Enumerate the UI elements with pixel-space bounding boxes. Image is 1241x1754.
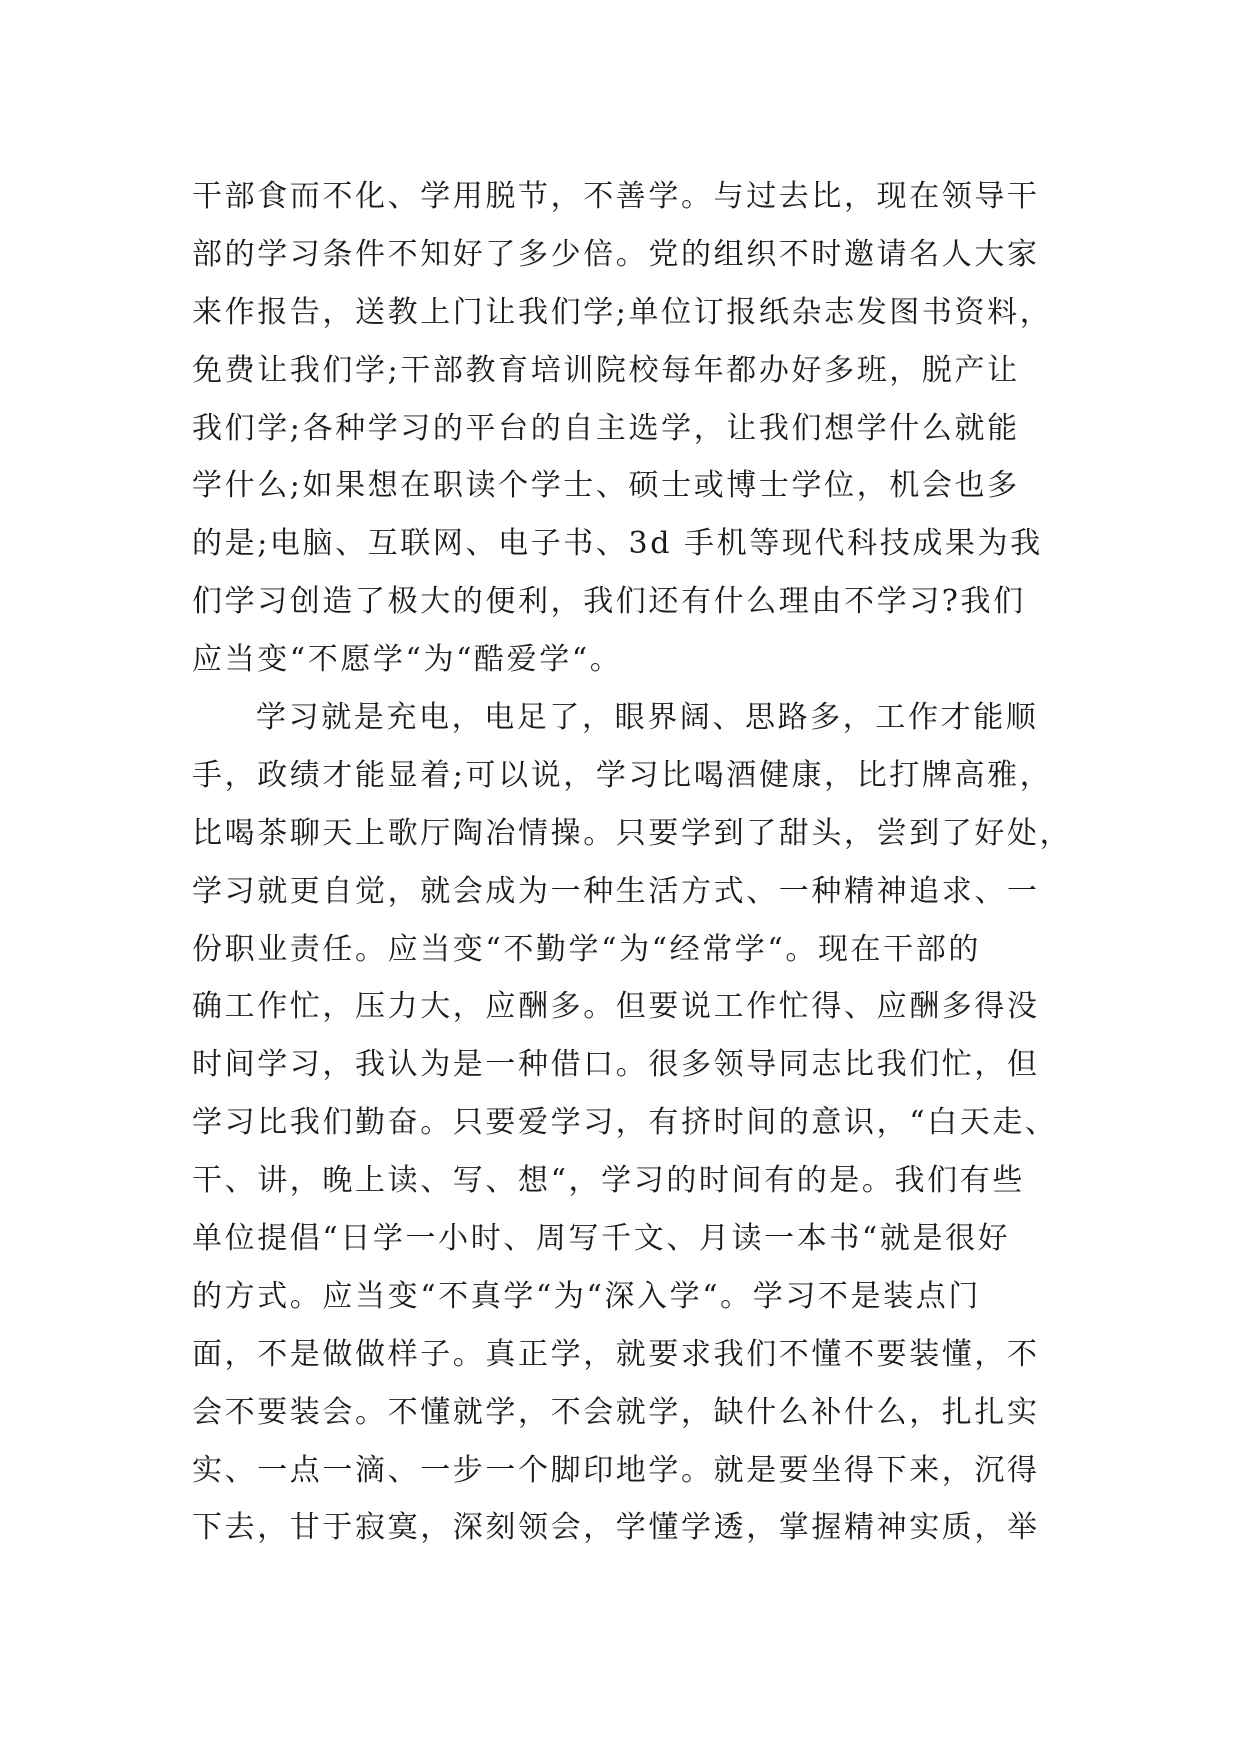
text-line: 们学习创造了极大的便利，我们还有什么理由不学习?我们 xyxy=(192,584,1026,620)
text-line: 学习就更自觉，就会成为一种生活方式、一种精神追求、一 xyxy=(192,873,1040,909)
text-line: 学什么;如果想在职读个学士、硕士或博士学位，机会也多 xyxy=(192,468,1020,504)
text-line: 免费让我们学;干部教育培训院校每年都办好多班，脱产让 xyxy=(192,352,1020,388)
text-line: 干部食而不化、学用脱节，不善学。与过去比，现在领导干 xyxy=(192,179,1040,214)
text-line: 确工作忙，压力大，应酬多。但要说工作忙得、应酬多得没 xyxy=(192,989,1040,1025)
text-line: 时间学习，我认为是一种借口。很多领导同志比我们忙，但 xyxy=(192,1047,1040,1083)
text-line: 会不要装会。不懂就学，不会就学，缺什么补什么，扎扎实 xyxy=(192,1394,1040,1430)
body-text xyxy=(192,168,1082,1557)
text-line: 份职业责任。应当变“不勤学“为“经常学“。现在干部的 xyxy=(192,931,981,967)
text-line: 部的学习条件不知好了多少倍。党的组织不时邀请名人大家 xyxy=(192,236,1040,272)
text-line: 单位提倡“日学一小时、周写千文、月读一本书“就是很好 xyxy=(192,1221,1011,1257)
text-line: 实、一点一滴、一步一个脚印地学。就是要坐得下来，沉得 xyxy=(192,1452,1040,1488)
paragraph-first-line: 学习就是充电，电足了，眼界阔、思路多，工作才能顺 xyxy=(256,700,1039,736)
text-line: 我们学;各种学习的平台的自主选学，让我们想学什么就能 xyxy=(192,410,1020,446)
text-line: 应当变“不愿学“为“酷爱学“。 xyxy=(192,642,623,678)
text-line: 的方式。应当变“不真学“为“深入学“。学习不是装点门 xyxy=(192,1278,981,1314)
text-line: 干、讲，晚上读、写、想“，学习的时间有的是。我们有些 xyxy=(192,1163,1025,1199)
text-line: 学习比我们勤奋。只要爱学习，有挤时间的意识，“白天走、 xyxy=(192,1105,1058,1141)
text-line: 面，不是做做样子。真正学，就要求我们不懂不要装懂，不 xyxy=(192,1336,1040,1372)
text-line: 的是;电脑、互联网、电子书、3d 手机等现代科技成果为我 xyxy=(192,526,1043,562)
text-line: 比喝茶聊天上歌厅陶冶情操。只要学到了甜头，尝到了好处， xyxy=(192,815,1073,851)
text-line: 下去，甘于寂寞，深刻领会，学懂学透，掌握精神实质，举 xyxy=(192,1510,1040,1546)
text-line: 手，政绩才能显着;可以说，学习比喝酒健康，比打牌高雅， xyxy=(192,757,1053,793)
text-line: 来作报告，送教上门让我们学;单位订报纸杂志发图书资料， xyxy=(192,294,1053,330)
